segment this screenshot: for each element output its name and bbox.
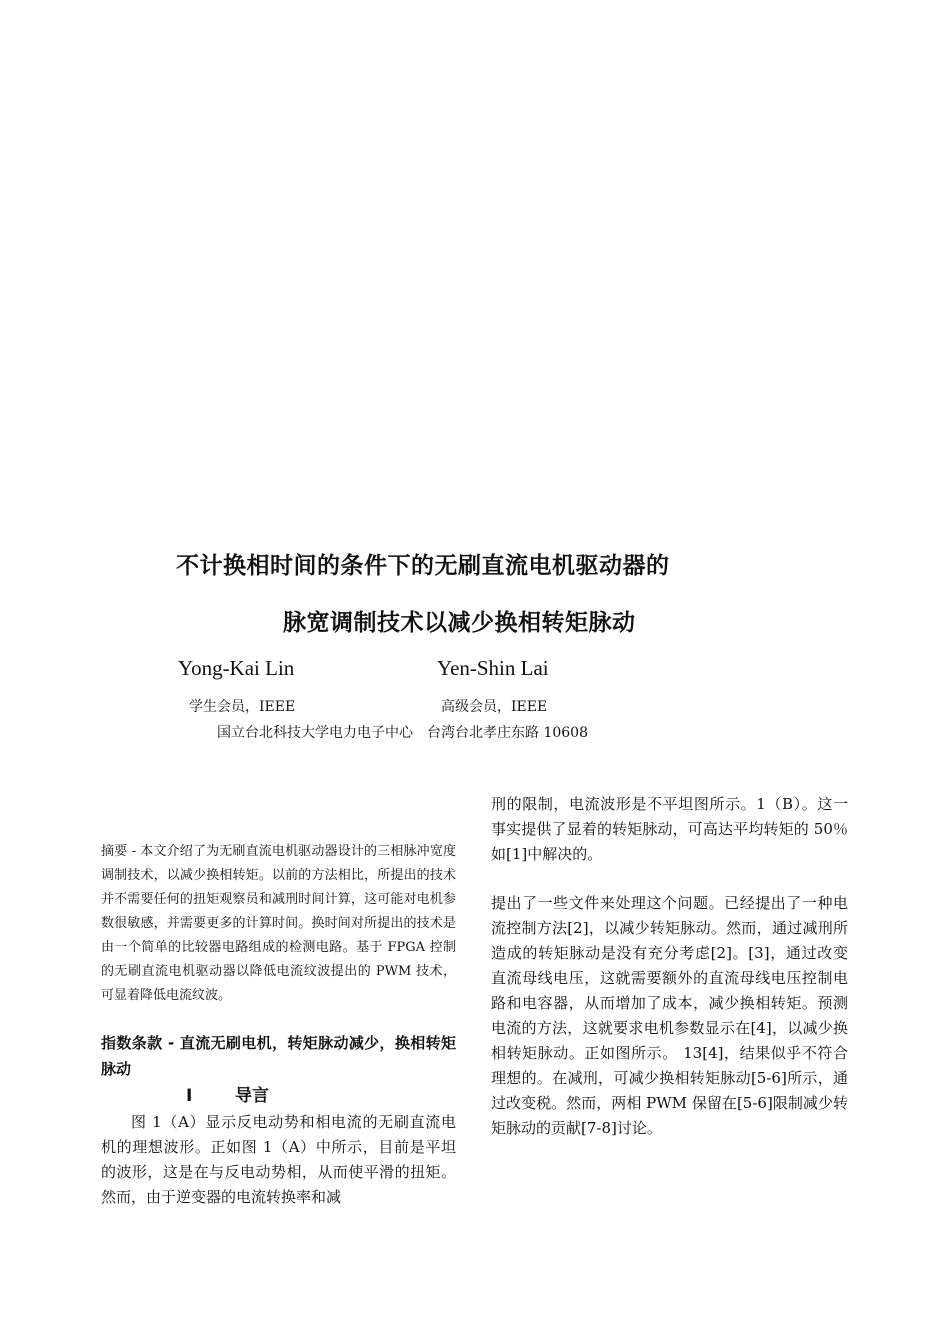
abstract: 摘要 - 本文介绍了为无刷直流电机驱动器设计的三相脉冲宽度调制技术，以减少换相转矩。以前的方法相比，所提出的技术并不需要任何的扭矩观察员和减刑时间计算，这可能对电机参数很敏感，并需要更多的计算时间。换时间对所提出的技术是由一个简单的比较器电路组成的检测电路。基于 FPGA 控制的无刷直流电机驱动器以降低电流纹波提出的 PWM 技术，可显着降低电流纹波。 — [101, 844, 456, 1003]
paper-title-line1: 不计换相时间的条件下的无刷直流电机驱动器的 — [176, 553, 670, 579]
index-terms: 指数条款 - 直流无刷电机，转矩脉动减少，换相转矩脉动 — [101, 1034, 456, 1078]
author2-membership: 高级会员，IEEE — [441, 699, 548, 715]
right-paragraph-2: 提出了一些文件来处理这个问题。已经提出了一种电流控制方法[2]，以减少转矩脉动。然而，通过减刑所造成的转矩脉动是没有充分考虑[2]。[3]，通过改变直流母线电压，这就需要额外的直流母线电压控制电路和电容器，从而增加了成本，减少换相转矩。预测电流的方法，这就要求电机参数显示在[4]，以减少换相转矩脉动。正如图所示。 13[4]，结果似乎不符合理想的。在减刑，可减少换相转矩脉动[5-6]所示，通过改变税。然而，两相 PWM 保留在[5-6]限制减少转矩脉动的贡献[7-8]讨论。 — [491, 894, 848, 1137]
author2-name: Yen-Shin Lai — [437, 656, 549, 680]
right-column — [491, 792, 848, 1141]
section-title: 导言 — [235, 1086, 269, 1106]
section-number: I — [186, 1086, 193, 1106]
intro-paragraph: 图 1（A）显示反电动势和相电流的无刷直流电机的理想波形。正如图 1（A）中所示，目前是平坦的波形，这是在与反电动势相，从而使平滑的扭矩。然而，由于逆变器的电流转换率和减 — [101, 1113, 456, 1206]
right-paragraph-1: 刑的限制，电流波形是不平坦图所示。1（B）。这一事实提供了显着的转矩脉动，可高达平均转矩的 50％如[1]中解决的。 — [491, 795, 848, 863]
affiliation: 国立台北科技大学电力电子中心 台湾台北孝庄东路 10608 — [217, 725, 588, 741]
author1-name: Yong-Kai Lin — [178, 656, 295, 680]
left-column — [101, 840, 456, 1210]
author1-membership: 学生会员，IEEE — [189, 699, 296, 715]
paper-title-line2: 脉宽调制技术以减少换相转矩脉动 — [283, 610, 636, 636]
section-heading — [101, 1082, 456, 1110]
